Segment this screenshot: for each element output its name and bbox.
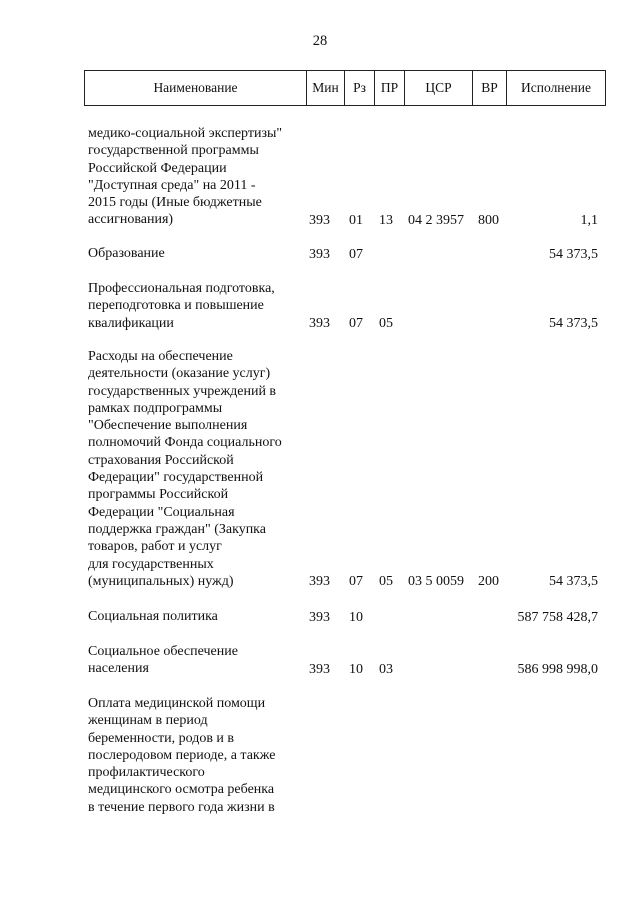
table-row: [0, 608, 640, 626]
row-min: 393: [309, 315, 330, 331]
table-row: [0, 695, 640, 817]
row-execution: 1,1: [580, 212, 598, 228]
row-execution: 54 373,5: [549, 573, 598, 589]
row-min: 393: [309, 246, 330, 262]
row-pr: 03: [379, 661, 393, 677]
row-min: 393: [309, 573, 330, 589]
table-row: [0, 348, 640, 590]
row-name: Социальное обеспечение населения: [88, 644, 238, 677]
table-row: [0, 280, 640, 332]
table-row: [0, 643, 640, 678]
table-row: [0, 245, 640, 263]
row-name: Расходы на обеспечение деятельности (оказание услуг) государственных учреждений в рамках подпрограммы "Обеспечение выполнения полномочий Фонда социального страхования Российской Федерации" государственной программы Российской Федерации "Социальная поддержка граждан" (Закупка товаров, работ и услуг для государственных (муниципальных) нужд): [88, 349, 282, 589]
header-pr: ПР: [375, 71, 405, 105]
row-rz: 10: [349, 609, 363, 625]
row-csr: 03 5 0059: [408, 573, 464, 589]
row-min: 393: [309, 212, 330, 228]
table-header: [84, 70, 606, 106]
row-rz: 01: [349, 212, 363, 228]
row-pr: 05: [379, 315, 393, 331]
row-execution: 587 758 428,7: [517, 609, 598, 625]
header-rz: Рз: [345, 71, 375, 105]
header-execution: Исполнение: [521, 80, 591, 95]
row-min: 393: [309, 609, 330, 625]
header-min: Мин: [307, 71, 345, 105]
header-name: Наименование: [85, 71, 307, 105]
row-rz: 07: [349, 573, 363, 589]
row-name: медико-социальной экспертизы" государственной программы Российской Федерации "Доступная среда" на 2011 - 2015 годы (Иные бюджетные ассигнования): [88, 126, 283, 228]
row-rz: 07: [349, 315, 363, 331]
row-name: Оплата медицинской помощи женщинам в период беременности, родов и в послеродовом периоде, а также профилактического медицинского осмотра ребенка в течение первого года жизни в: [88, 696, 276, 815]
row-pr: 13: [379, 212, 393, 228]
page-number: 28: [312, 33, 328, 49]
row-rz: 10: [349, 661, 363, 677]
row-name: Профессиональная подготовка, переподготовка и повышение квалификации: [88, 281, 275, 331]
row-execution: 54 373,5: [549, 315, 598, 331]
row-vr: 800: [478, 212, 499, 228]
row-name: Социальная политика: [88, 609, 218, 624]
row-execution: 586 998 998,0: [517, 661, 598, 677]
row-rz: 07: [349, 246, 363, 262]
row-execution: 54 373,5: [549, 246, 598, 262]
header-vr: ВР: [473, 71, 507, 105]
row-csr: 04 2 3957: [408, 212, 464, 228]
table-row: [0, 125, 640, 229]
header-csr: ЦСР: [405, 71, 473, 105]
row-vr: 200: [478, 573, 499, 589]
row-name: Образование: [88, 246, 165, 261]
row-pr: 05: [379, 573, 393, 589]
row-min: 393: [309, 661, 330, 677]
